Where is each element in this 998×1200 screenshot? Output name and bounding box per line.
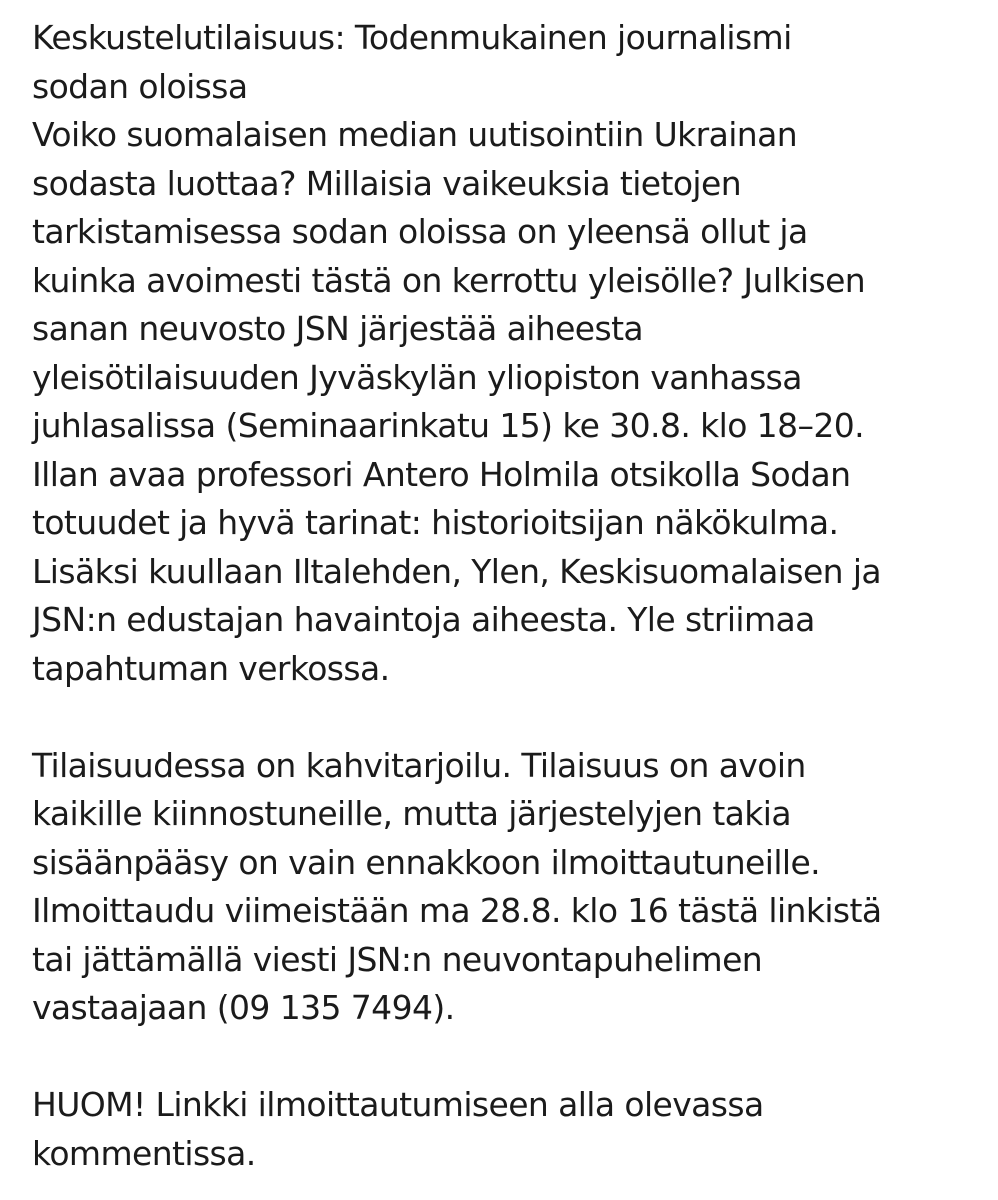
paragraph-registration-info bbox=[32, 742, 972, 1033]
paragraph-event-description bbox=[32, 111, 972, 693]
text-line: sanan neuvosto JSN järjestää aiheesta bbox=[32, 309, 644, 348]
text-line: JSN:n edustajan havaintoja aiheesta. Yle striimaa bbox=[32, 600, 815, 639]
text-line: tai jättämällä viesti JSN:n neuvontapuhelimen bbox=[32, 939, 763, 979]
text-line: totuudet ja hyvä tarinat: historioitsijan näkökulma. bbox=[32, 503, 839, 542]
paragraph-spacer bbox=[32, 1033, 972, 1082]
text-line: kommentissa. bbox=[32, 1133, 256, 1173]
text-line: tapahtuman verkossa. bbox=[32, 648, 390, 688]
text-line: tarkistamisessa sodan oloissa on yleensä ollut ja bbox=[32, 212, 808, 251]
text-line: Voiko suomalaisen median uutisointiin Ukrainan bbox=[32, 115, 798, 154]
text-line: Lisäksi kuullaan Iltalehden, Ylen, Keskisuomalaisen ja bbox=[32, 551, 882, 591]
text-line: vastaajaan (09 135 7494). bbox=[32, 988, 455, 1027]
text-line: HUOM! Linkki ilmoittautumiseen alla olevassa bbox=[32, 1085, 764, 1124]
text-line: Illan avaa professori Antero Holmila otsikolla Sodan bbox=[32, 454, 851, 494]
paragraph-spacer bbox=[32, 693, 972, 742]
title-line: sodan oloissa bbox=[32, 66, 248, 106]
announcement-document bbox=[32, 14, 972, 1178]
text-line: yleisötilaisuuden Jyväskylän yliopiston vanhassa bbox=[32, 357, 802, 397]
text-line: Ilmoittaudu viimeistään ma 28.8. klo 16 tästä linkistä bbox=[32, 891, 882, 930]
text-line: juhlasalissa (Seminaarinkatu 15) ke 30.8. klo 18–20. bbox=[32, 406, 865, 445]
text-line: kaikille kiinnostuneille, mutta järjestelyjen takia bbox=[32, 794, 791, 833]
paragraph-notice bbox=[32, 1081, 972, 1178]
title-line: Keskustelutilaisuus: Todenmukainen journalismi bbox=[32, 18, 792, 57]
text-line: Tilaisuudessa on kahvitarjoilu. Tilaisuus on avoin bbox=[32, 745, 806, 785]
text-line: kuinka avoimesti tästä on kerrottu yleisölle? Julkisen bbox=[32, 260, 866, 300]
text-line: sodasta luottaa? Millaisia vaikeuksia tietojen bbox=[32, 163, 742, 203]
announcement-title bbox=[32, 14, 972, 111]
text-line: sisäänpääsy on vain ennakkoon ilmoittautuneille. bbox=[32, 842, 821, 882]
